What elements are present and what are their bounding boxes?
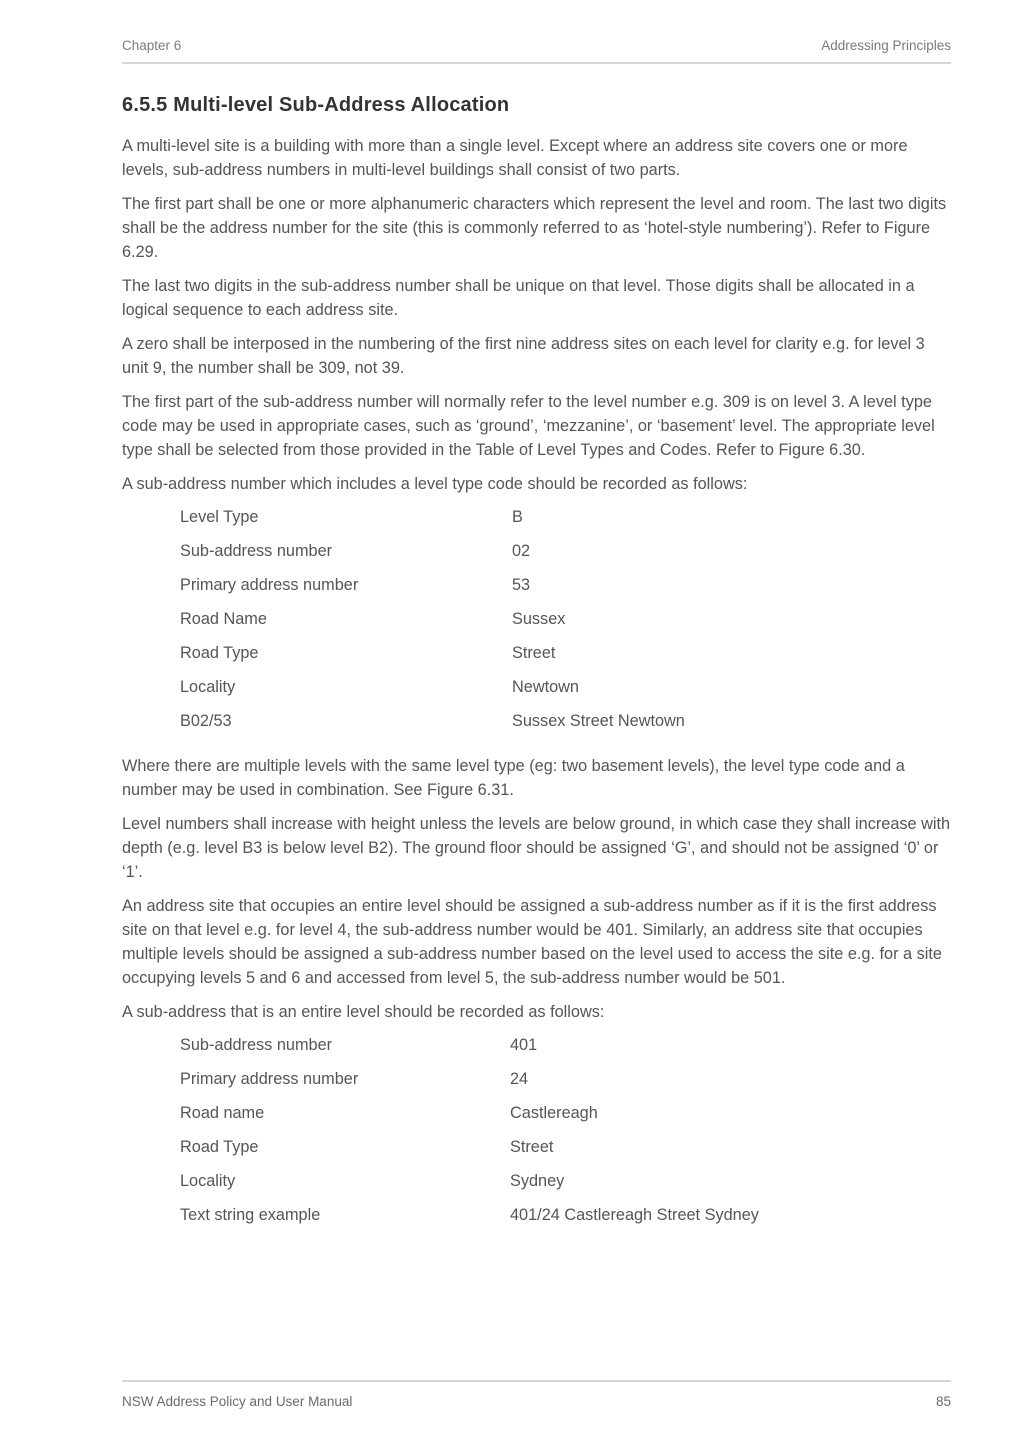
field-label: Road Type <box>180 644 259 662</box>
table-row <box>180 540 954 574</box>
entire-level-example-table <box>180 1034 954 1238</box>
table-row <box>180 676 954 710</box>
page-body <box>122 134 954 1248</box>
table-row <box>180 1170 954 1204</box>
field-label: Locality <box>180 1172 236 1190</box>
section-label: Addressing Principles <box>821 38 951 53</box>
table-row <box>180 710 954 744</box>
paragraph: A zero shall be interposed in the numbering of the first nine address sites on each level for clarity e.g. for level 3 unit 9, the number shall be 309, not 39. <box>122 335 925 377</box>
table-row <box>180 1204 954 1238</box>
field-label: Text string example <box>180 1206 321 1224</box>
chapter-label: Chapter 6 <box>122 38 182 53</box>
field-value: Castlereagh <box>510 1104 598 1122</box>
field-value: Sussex Street Newtown <box>512 712 685 730</box>
field-value: 401 <box>510 1036 538 1054</box>
paragraph: The first part shall be one or more alphanumeric characters which represent the level and room. The last two digits shall be the address number for the site (this is commonly referred to as ‘hotel-style numbering’). Refer to Figure 6.29. <box>122 195 947 261</box>
field-value: Street <box>510 1138 554 1156</box>
page-number: 85 <box>935 1394 951 1409</box>
field-value: Sydney <box>510 1172 565 1190</box>
paragraph: The first part of the sub-address number will normally refer to the level number e.g. 309 is on level 3. A level type code may be used in appropriate cases, such as ‘ground’, ‘mezzanine’, or ‘basement’ level. The appropriate level type shall be selected from those provided in the Table of Level Types and Codes. Refer to Figure 6.30. <box>122 393 935 459</box>
paragraph: An address site that occupies an entire level should be assigned a sub-address number as if it is the first address site on that level e.g. for level 4, the sub-address number would be 401. Similarly, an address site that occupies multiple levels should be assigned a sub-address number based on the level used to access the site e.g. for a site occupying levels 5 and 6 and accessed from level 5, the sub-address number would be 501. <box>122 897 942 987</box>
field-value: Street <box>512 644 556 662</box>
field-label: Primary address number <box>180 1070 359 1088</box>
paragraph: A multi-level site is a building with more than a single level. Except where an address site covers one or more levels, sub-address numbers in multi-level buildings shall consist of two parts. <box>122 137 908 179</box>
field-label: B02/53 <box>180 712 232 730</box>
section-title: 6.5.5 Multi-level Sub-Address Allocation <box>122 94 510 116</box>
table-row <box>180 574 954 608</box>
field-label: Sub-address number <box>180 542 333 560</box>
paragraph: Level numbers shall increase with height unless the levels are below ground, in which case they shall increase with depth (e.g. level B3 is below level B2). The ground floor should be assigned ‘G’, and should not be assigned ‘0’ or ‘1’. <box>122 815 951 881</box>
table-row <box>180 1034 954 1068</box>
field-label: Locality <box>180 678 236 696</box>
field-label: Level Type <box>180 508 259 526</box>
field-value: Newtown <box>512 678 579 696</box>
field-label: Sub-address number <box>180 1036 333 1054</box>
table-row <box>180 1136 954 1170</box>
field-label: Road Name <box>180 610 267 628</box>
field-label: Road Type <box>180 1138 259 1156</box>
table-row <box>180 1068 954 1102</box>
field-value: Sussex <box>512 610 566 628</box>
field-value: 24 <box>510 1070 529 1088</box>
field-label: Road name <box>180 1104 265 1122</box>
field-value: 53 <box>512 576 531 594</box>
paragraph: A sub-address number which includes a level type code should be recorded as follows: <box>122 475 748 493</box>
field-label: Primary address number <box>180 576 359 594</box>
paragraph: Where there are multiple levels with the same level type (eg: two basement levels), the level type code and a number may be used in combination. See Figure 6.31. <box>122 757 905 799</box>
table-row <box>180 608 954 642</box>
table-row <box>180 506 954 540</box>
page-footer <box>122 1380 951 1409</box>
table-row <box>180 642 954 676</box>
field-value: 02 <box>512 542 531 560</box>
paragraph: The last two digits in the sub-address number shall be unique on that level. Those digits shall be allocated in a logical sequence to each address site. <box>122 277 915 319</box>
field-value: B <box>512 508 523 526</box>
page-header <box>122 38 951 64</box>
level-type-example-table <box>180 506 954 744</box>
manual-title: NSW Address Policy and User Manual <box>122 1394 353 1409</box>
paragraph: A sub-address that is an entire level should be recorded as follows: <box>122 1003 605 1021</box>
table-row <box>180 1102 954 1136</box>
field-value: 401/24 Castlereagh Street Sydney <box>510 1206 759 1224</box>
